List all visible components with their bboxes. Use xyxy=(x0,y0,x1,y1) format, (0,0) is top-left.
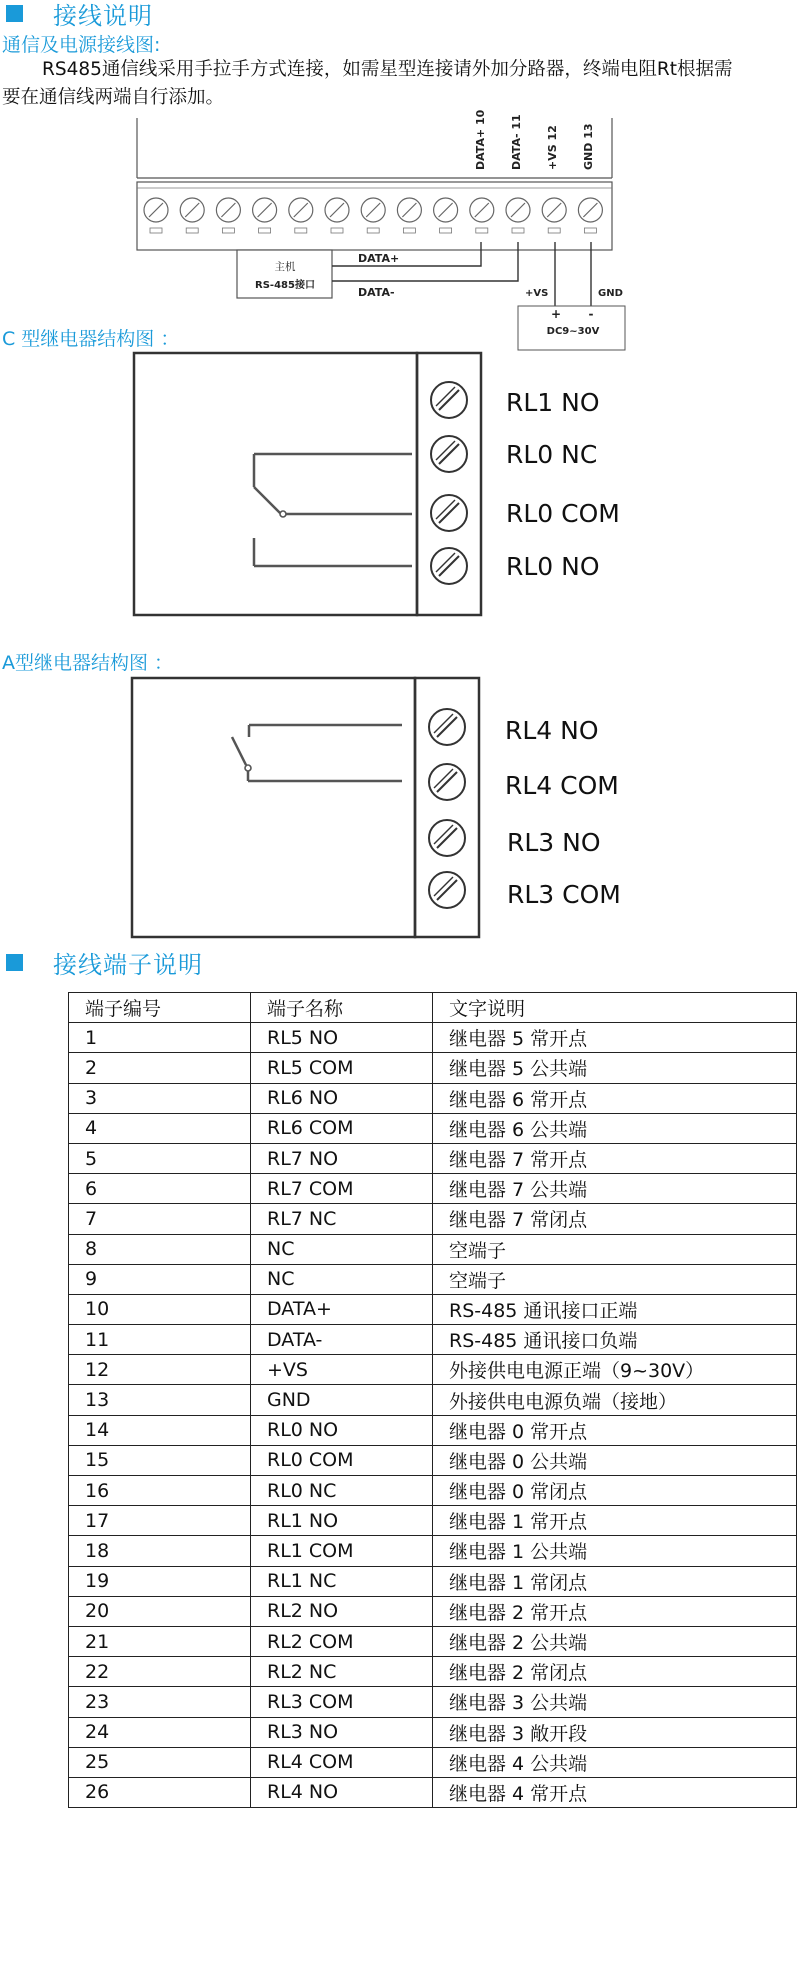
power-plus-sign: + xyxy=(550,307,562,321)
cell-terminal-number: 13 xyxy=(69,1385,251,1415)
terminal-label-vs: +VS 12 xyxy=(546,125,559,170)
cell-description: 继电器 1 常开点 xyxy=(433,1506,797,1536)
cell-terminal-number: 7 xyxy=(69,1204,251,1234)
cell-description: 继电器 2 常开点 xyxy=(433,1596,797,1626)
cell-terminal-number: 11 xyxy=(69,1325,251,1355)
cell-description: 继电器 6 公共端 xyxy=(433,1113,797,1143)
terminal-screws xyxy=(144,198,602,233)
cell-terminal-number: 9 xyxy=(69,1264,251,1294)
wiring-paragraph-line-2: 要在通信线两端自行添加。 xyxy=(2,87,225,108)
cell-description: 继电器 0 公共端 xyxy=(433,1445,797,1475)
terminal-label-gnd: GND 13 xyxy=(582,123,595,170)
wiring-subtitle: 通信及电源接线图: xyxy=(2,34,161,56)
a-relay-label-rl4-no: RL4 NO xyxy=(505,716,599,745)
table-row xyxy=(69,1053,797,1083)
data-plus-label: DATA+ xyxy=(358,252,400,265)
table-row xyxy=(69,1385,797,1415)
cell-terminal-number: 15 xyxy=(69,1445,251,1475)
table-header-row xyxy=(69,993,797,1023)
cell-terminal-number: 21 xyxy=(69,1626,251,1656)
cell-description: 继电器 1 公共端 xyxy=(433,1536,797,1566)
table-row xyxy=(69,1113,797,1143)
cell-terminal-number: 17 xyxy=(69,1506,251,1536)
cell-terminal-number: 4 xyxy=(69,1113,251,1143)
cell-terminal-name: RL0 COM xyxy=(251,1445,433,1475)
c-relay-label-rl0-com: RL0 COM xyxy=(506,499,620,528)
table-row xyxy=(69,1445,797,1475)
vs-label: +VS xyxy=(525,288,549,299)
data-minus-label: DATA- xyxy=(358,286,395,299)
cell-terminal-number: 6 xyxy=(69,1174,251,1204)
cell-description: 继电器 0 常开点 xyxy=(433,1415,797,1445)
section-header-terminals xyxy=(6,947,203,977)
cell-terminal-number: 18 xyxy=(69,1536,251,1566)
cell-terminal-name: RL3 COM xyxy=(251,1687,433,1717)
cell-description: 继电器 7 公共端 xyxy=(433,1174,797,1204)
section-header-wiring xyxy=(6,0,153,28)
table-row xyxy=(69,1294,797,1324)
cell-terminal-name: RL4 NO xyxy=(251,1777,433,1807)
cell-terminal-name: RL6 COM xyxy=(251,1113,433,1143)
table-row xyxy=(69,1747,797,1777)
square-bullet-icon xyxy=(6,954,23,971)
cell-terminal-number: 25 xyxy=(69,1747,251,1777)
host-label: 主机 xyxy=(274,261,296,273)
cell-terminal-name: RL7 NC xyxy=(251,1204,433,1234)
terminal-label-data-minus: DATA- 11 xyxy=(510,114,523,170)
host-interface-label: RS-485接口 xyxy=(255,280,315,291)
header-terminal-number: 端子编号 xyxy=(69,993,251,1023)
table-row xyxy=(69,1626,797,1656)
cell-terminal-number: 12 xyxy=(69,1355,251,1385)
cell-terminal-name: DATA- xyxy=(251,1325,433,1355)
a-relay-label-rl3-com: RL3 COM xyxy=(507,880,621,909)
table-row xyxy=(69,1415,797,1445)
cell-description: 继电器 0 常闭点 xyxy=(433,1476,797,1506)
cell-description: 继电器 7 常闭点 xyxy=(433,1204,797,1234)
table-row xyxy=(69,1264,797,1294)
cell-description: 继电器 1 常闭点 xyxy=(433,1566,797,1596)
cell-description: RS-485 通讯接口负端 xyxy=(433,1325,797,1355)
cell-terminal-name: DATA+ xyxy=(251,1294,433,1324)
cell-description: 外接供电电源正端（9~30V） xyxy=(433,1355,797,1385)
cell-description: 继电器 3 敞开段 xyxy=(433,1717,797,1747)
cell-terminal-name: NC xyxy=(251,1264,433,1294)
a-relay-title: A型继电器结构图 ： xyxy=(2,652,174,674)
cell-terminal-number: 22 xyxy=(69,1657,251,1687)
cell-terminal-name: RL1 COM xyxy=(251,1536,433,1566)
cell-description: 继电器 4 常开点 xyxy=(433,1777,797,1807)
c-relay-diagram xyxy=(0,350,800,620)
table-row xyxy=(69,1687,797,1717)
cell-description: 继电器 2 公共端 xyxy=(433,1626,797,1656)
cell-description: 继电器 7 常开点 xyxy=(433,1143,797,1173)
table-row xyxy=(69,1355,797,1385)
cell-terminal-name: RL0 NC xyxy=(251,1476,433,1506)
section-title: 接线说明 xyxy=(53,1,153,30)
cell-terminal-name: +VS xyxy=(251,1355,433,1385)
cell-terminal-name: RL7 NO xyxy=(251,1143,433,1173)
a-relay-label-rl4-com: RL4 COM xyxy=(505,771,619,800)
terminal-table xyxy=(68,992,797,1808)
cell-terminal-number: 24 xyxy=(69,1717,251,1747)
table-row xyxy=(69,1657,797,1687)
table-row xyxy=(69,1536,797,1566)
cell-terminal-name: RL6 NO xyxy=(251,1083,433,1113)
a-relay-diagram xyxy=(0,675,800,945)
cell-terminal-number: 5 xyxy=(69,1143,251,1173)
section-title: 接线端子说明 xyxy=(53,950,203,979)
cell-description: 空端子 xyxy=(433,1264,797,1294)
cell-terminal-number: 2 xyxy=(69,1053,251,1083)
cell-terminal-number: 23 xyxy=(69,1687,251,1717)
power-minus-sign: - xyxy=(588,307,594,321)
header-description: 文字说明 xyxy=(433,993,797,1023)
cell-terminal-name: RL4 COM xyxy=(251,1747,433,1777)
cell-terminal-number: 26 xyxy=(69,1777,251,1807)
table-row xyxy=(69,1596,797,1626)
c-relay-title: C 型继电器结构图 ： xyxy=(2,328,180,350)
cell-description: 继电器 5 公共端 xyxy=(433,1053,797,1083)
cell-terminal-name: RL1 NC xyxy=(251,1566,433,1596)
a-relay-label-rl3-no: RL3 NO xyxy=(507,828,601,857)
table-row xyxy=(69,1717,797,1747)
cell-terminal-number: 14 xyxy=(69,1415,251,1445)
cell-description: 继电器 6 常开点 xyxy=(433,1083,797,1113)
c-relay-label-rl0-nc: RL0 NC xyxy=(506,440,598,469)
table-row xyxy=(69,1476,797,1506)
table-row xyxy=(69,1083,797,1113)
cell-description: 继电器 2 常闭点 xyxy=(433,1657,797,1687)
cell-terminal-number: 10 xyxy=(69,1294,251,1324)
cell-terminal-name: GND xyxy=(251,1385,433,1415)
table-row xyxy=(69,1023,797,1053)
wiring-diagram xyxy=(0,110,800,360)
power-label: DC9~30V xyxy=(546,326,600,337)
cell-description: 继电器 4 公共端 xyxy=(433,1747,797,1777)
table-row xyxy=(69,1506,797,1536)
cell-terminal-name: RL2 NC xyxy=(251,1657,433,1687)
cell-terminal-number: 1 xyxy=(69,1023,251,1053)
cell-description: 外接供电电源负端（接地） xyxy=(433,1385,797,1415)
cell-terminal-name: RL7 COM xyxy=(251,1174,433,1204)
cell-terminal-number: 16 xyxy=(69,1476,251,1506)
cell-description: RS-485 通讯接口正端 xyxy=(433,1294,797,1324)
table-row xyxy=(69,1143,797,1173)
square-bullet-icon xyxy=(6,5,23,22)
table-row xyxy=(69,1566,797,1596)
table-row xyxy=(69,1204,797,1234)
cell-terminal-name: RL2 NO xyxy=(251,1596,433,1626)
header-terminal-name: 端子名称 xyxy=(251,993,433,1023)
c-relay-label-rl1-no: RL1 NO xyxy=(506,388,600,417)
cell-terminal-name: RL1 NO xyxy=(251,1506,433,1536)
table-row xyxy=(69,1234,797,1264)
terminal-label-data-plus: DATA+ 10 xyxy=(474,110,487,170)
cell-description: 空端子 xyxy=(433,1234,797,1264)
wiring-paragraph-line-1: RS485通信线采用手拉手方式连接，如需星型连接请外加分路器，终端电阻Rt根据需 xyxy=(42,59,733,80)
c-relay-label-rl0-no: RL0 NO xyxy=(506,552,600,581)
cell-terminal-name: RL2 COM xyxy=(251,1626,433,1656)
cell-terminal-number: 20 xyxy=(69,1596,251,1626)
cell-terminal-number: 8 xyxy=(69,1234,251,1264)
cell-terminal-name: RL3 NO xyxy=(251,1717,433,1747)
table-row xyxy=(69,1777,797,1807)
cell-terminal-number: 3 xyxy=(69,1083,251,1113)
cell-terminal-name: RL5 COM xyxy=(251,1053,433,1083)
table-row xyxy=(69,1325,797,1355)
cell-terminal-name: RL5 NO xyxy=(251,1023,433,1053)
table-row xyxy=(69,1174,797,1204)
cell-description: 继电器 5 常开点 xyxy=(433,1023,797,1053)
cell-terminal-name: RL0 NO xyxy=(251,1415,433,1445)
cell-terminal-number: 19 xyxy=(69,1566,251,1596)
cell-description: 继电器 3 公共端 xyxy=(433,1687,797,1717)
cell-terminal-name: NC xyxy=(251,1234,433,1264)
gnd-label: GND xyxy=(598,288,623,299)
